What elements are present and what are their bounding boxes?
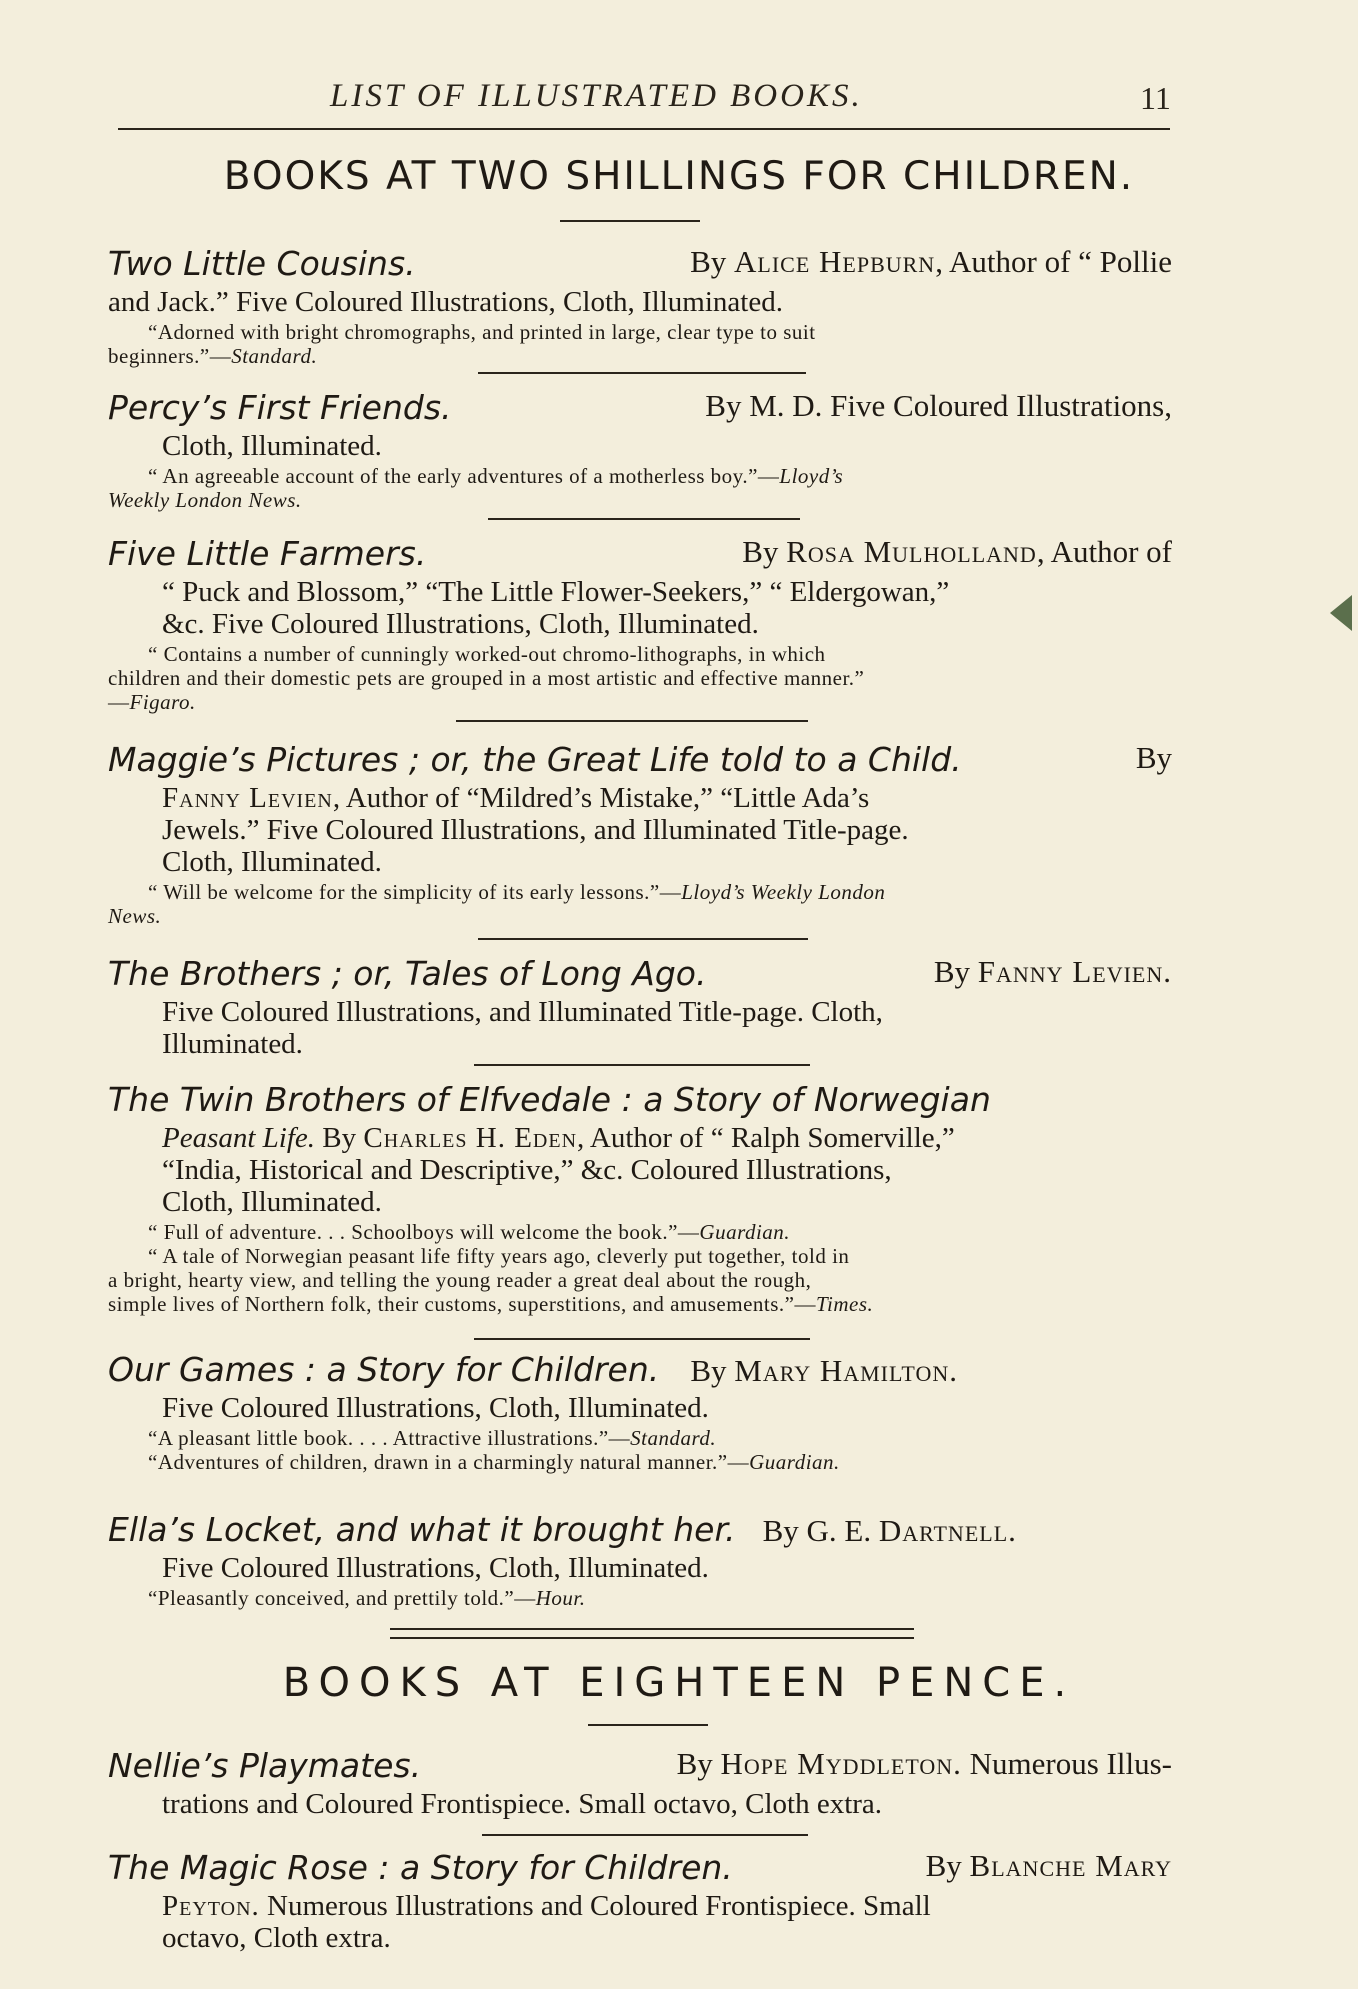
- author-name: Alice Hepburn: [734, 244, 936, 279]
- book-subtitle: Peasant Life.: [162, 1122, 316, 1154]
- section-heading-eighteen-pence: BOOKS AT EIGHTEEN PENCE.: [282, 1660, 1076, 1706]
- description-text: , Author of “ Pollie: [935, 244, 1172, 279]
- review-quote: “ Will be welcome for the simplicity of its early lessons.”—: [148, 880, 682, 904]
- quote-source: Times.: [815, 1292, 874, 1316]
- section-rule: [560, 220, 700, 222]
- entry-divider: [474, 1338, 810, 1340]
- review-quote: beginners.”—: [108, 344, 232, 368]
- by-text: By: [676, 1746, 713, 1781]
- author-name: Fanny Levien.: [977, 954, 1172, 989]
- book-entry: [108, 244, 1172, 368]
- quote-source: Standard.: [630, 1426, 717, 1450]
- review-quote: —: [108, 690, 130, 714]
- description-text: octavo, Cloth extra.: [162, 1922, 391, 1954]
- author-name: Blanche Mary: [969, 1848, 1172, 1883]
- review-quote: “A pleasant little book. . . . Attractive illustrations.”—: [148, 1426, 631, 1450]
- running-header: [0, 78, 1358, 128]
- book-title: The Twin Brothers of Elfvedale : a Story of Norwegian: [108, 1080, 991, 1119]
- description-text: Five Coloured Illustrations, Cloth, Illuminated.: [162, 1392, 709, 1424]
- author-name: Rosa Mulholland: [786, 534, 1037, 569]
- review-quote: “Pleasantly conceived, and prettily told.”—: [148, 1586, 536, 1610]
- book-entry: [108, 534, 1172, 714]
- description-text: Five Coloured Illustrations, and Illuminated Title-page. Cloth,: [162, 996, 883, 1028]
- description-text: trations and Coloured Frontispiece. Small octavo, Cloth extra.: [162, 1788, 883, 1820]
- by-text: By: [1135, 740, 1172, 775]
- book-title: Maggie’s Pictures ; or, the Great Life told to a Child.: [108, 740, 962, 779]
- review-quote: “Adorned with bright chromographs, and printed in large, clear type to suit: [148, 320, 816, 344]
- quote-source: News.: [108, 904, 162, 928]
- by-text: By: [690, 1353, 727, 1388]
- header-rule: [118, 128, 1170, 130]
- book-title: Nellie’s Playmates.: [108, 1746, 422, 1785]
- book-title: Percy’s First Friends.: [108, 388, 452, 427]
- author-name: Fanny Levien: [162, 782, 333, 814]
- entry-divider: [478, 938, 808, 940]
- description-text: and Jack.” Five Coloured Illustrations, Cloth, Illuminated.: [108, 286, 783, 318]
- description-text: By M. D. Five Coloured Illustrations,: [705, 388, 1172, 423]
- description-text: Cloth, Illuminated.: [162, 430, 382, 462]
- description-text: Numerous Illustrations and Coloured Frontispiece. Small: [259, 1890, 931, 1922]
- by-text: By G. E.: [762, 1513, 872, 1548]
- book-title: Five Little Farmers.: [108, 534, 427, 573]
- author-name: Hope Myddleton.: [720, 1746, 962, 1781]
- entry-divider: [474, 1064, 810, 1066]
- quote-source: Weekly London News.: [108, 488, 302, 512]
- author-name: Dartnell.: [878, 1513, 1017, 1548]
- book-title: The Brothers ; or, Tales of Long Ago.: [108, 954, 707, 993]
- quote-source: Lloyd’s: [779, 464, 844, 488]
- entry-divider: [488, 518, 800, 520]
- by-text: By: [933, 954, 971, 989]
- book-entry: [108, 1510, 1172, 1610]
- book-entry: [108, 954, 1172, 1060]
- author-name: Peyton.: [162, 1890, 260, 1922]
- review-quote: “ Contains a number of cunningly worked-out chromo-lithographs, in which: [148, 642, 826, 666]
- review-quote: “ A tale of Norwegian peasant life fifty years ago, cleverly put together, told in: [148, 1244, 850, 1268]
- section-double-rule: [390, 1628, 914, 1639]
- description-text: , Author of “Mildred’s Mistake,” “Little Ada’s: [332, 782, 870, 814]
- book-entry: [108, 1746, 1172, 1820]
- author-name: Charles H. Eden: [363, 1122, 578, 1154]
- author-name: Mary Hamilton.: [734, 1353, 958, 1388]
- quote-source: Lloyd’s Weekly London: [681, 880, 886, 904]
- review-quote: “ Full of adventure. . . Schoolboys will welcome the book.”—: [148, 1220, 700, 1244]
- by-text: By: [322, 1122, 357, 1154]
- review-quote: children and their domestic pets are grouped in a most artistic and effective manner.”: [108, 666, 865, 690]
- section-rule: [588, 1724, 708, 1726]
- book-entry: [108, 1848, 1172, 1954]
- quote-source: Hour.: [535, 1586, 586, 1610]
- description-text: Illuminated.: [162, 1028, 303, 1060]
- book-title: The Magic Rose : a Story for Children.: [108, 1848, 733, 1887]
- description-text: , Author of: [1036, 534, 1172, 569]
- page-number: 11: [1140, 80, 1171, 116]
- page-edge-mark: [1330, 595, 1352, 631]
- description-text: Jewels.” Five Coloured Illustrations, and Illuminated Title-page.: [162, 814, 909, 846]
- book-entry: [108, 388, 1172, 512]
- description-text: Cloth, Illuminated.: [162, 1186, 382, 1218]
- by-text: By: [742, 534, 779, 569]
- by-text: By: [925, 1848, 962, 1883]
- book-entry: [108, 740, 1172, 928]
- header-title: LIST OF ILLUSTRATED BOOKS.: [330, 78, 863, 114]
- description-text: &c. Five Coloured Illustrations, Cloth, Illuminated.: [162, 608, 759, 640]
- quote-source: Guardian.: [699, 1220, 791, 1244]
- entry-divider: [478, 372, 806, 374]
- book-title: Ella’s Locket, and what it brought her.: [108, 1510, 736, 1549]
- entry-divider: [456, 720, 808, 722]
- description-text: Numerous Illus-: [961, 1746, 1172, 1781]
- review-quote: “ An agreeable account of the early adventures of a motherless boy.”—: [148, 464, 780, 488]
- description-text: “ Puck and Blossom,” “The Little Flower-Seekers,” “ Eldergowan,”: [162, 576, 950, 608]
- quote-source: Standard.: [231, 344, 318, 368]
- book-title: Two Little Cousins.: [108, 244, 416, 283]
- book-title: Our Games : a Story for Children.: [108, 1350, 660, 1389]
- review-quote: “Adventures of children, drawn in a charmingly natural manner.”—: [148, 1450, 750, 1474]
- quote-source: Figaro.: [129, 690, 196, 714]
- description-text: “India, Historical and Descriptive,” &c. Coloured Illustrations,: [162, 1154, 892, 1186]
- book-entry: [108, 1350, 1172, 1474]
- section-heading-two-shillings: BOOKS AT TWO SHILLINGS FOR CHILDREN.: [223, 154, 1135, 199]
- description-text: Five Coloured Illustrations, Cloth, Illuminated.: [162, 1552, 709, 1584]
- description-text: Cloth, Illuminated.: [162, 846, 382, 878]
- quote-source: Guardian.: [749, 1450, 840, 1474]
- book-entry: [108, 1080, 1172, 1316]
- by-text: By: [690, 244, 727, 279]
- description-text: , Author of “ Ralph Somerville,”: [577, 1122, 955, 1154]
- entry-divider: [482, 1834, 808, 1836]
- review-quote: a bright, hearty view, and telling the young reader a great deal about the rough,: [108, 1268, 812, 1292]
- review-quote: simple lives of Northern folk, their customs, superstitions, and amusements.”—: [108, 1292, 816, 1316]
